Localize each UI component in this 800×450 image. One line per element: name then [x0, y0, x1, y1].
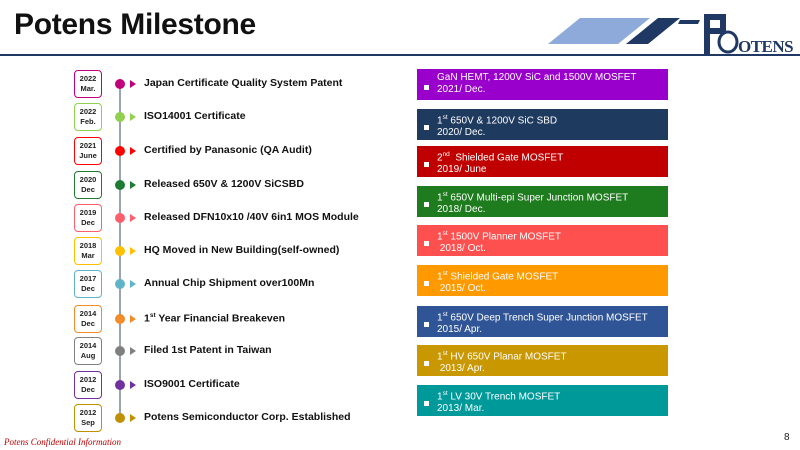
milestone-box — [417, 109, 668, 140]
date-month: Mar. — [80, 84, 96, 93]
timeline-dot — [115, 213, 125, 223]
timeline-date — [74, 371, 102, 399]
timeline-dot — [115, 346, 125, 356]
date-year: 2014 — [79, 309, 97, 318]
timeline-event: Released DFN10x10 /40V 6in1 MOS Module — [144, 211, 359, 223]
milestone-box — [417, 265, 668, 296]
date-month: Dec — [81, 218, 95, 227]
date-year: 2022 — [79, 107, 97, 116]
timeline-dot — [115, 279, 125, 289]
timeline-dot — [115, 413, 125, 423]
date-year: 2014 — [79, 341, 97, 350]
triangle-marker-icon — [130, 381, 136, 389]
date-month: Dec — [81, 185, 95, 194]
date-month: Dec — [81, 319, 95, 328]
triangle-marker-icon — [130, 414, 136, 422]
timeline-event: Certified by Panasonic (QA Audit) — [144, 144, 312, 156]
milestone-box — [417, 345, 668, 376]
date-year: 2012 — [79, 375, 97, 384]
timeline-dot — [115, 112, 125, 122]
bullet-square-icon — [424, 162, 429, 167]
milestone-box — [417, 146, 668, 177]
timeline-date — [74, 204, 102, 232]
date-year: 2020 — [79, 175, 97, 184]
timeline-date — [74, 70, 102, 98]
timeline-dot — [115, 314, 125, 324]
page-title: Potens Milestone — [14, 8, 256, 41]
milestone-title: 1st HV 650V Planar MOSFET — [437, 350, 567, 363]
bullet-square-icon — [424, 202, 429, 207]
milestone-box — [417, 306, 668, 337]
bullet-square-icon — [424, 241, 429, 246]
triangle-marker-icon — [130, 247, 136, 255]
milestone-box — [417, 385, 668, 416]
milestone-title: 1st LV 30V Trench MOSFET — [437, 390, 561, 403]
date-month: Dec — [81, 284, 95, 293]
milestone-date: 2015/ Oct. — [437, 283, 486, 295]
milestone-title: 1st 1500V Planner MOSFET — [437, 230, 562, 243]
bullet-square-icon — [424, 281, 429, 286]
bullet-square-icon — [424, 322, 429, 327]
date-year: 2012 — [79, 408, 97, 417]
date-year: 2019 — [79, 208, 97, 217]
milestone-date: 2020/ Dec. — [437, 127, 486, 139]
timeline-date — [74, 270, 102, 298]
timeline-event: Released 650V & 1200V SiCSBD — [144, 178, 304, 190]
timeline-event: HQ Moved in New Building(self-owned) — [144, 244, 340, 256]
timeline-dot — [115, 380, 125, 390]
date-year: 2022 — [79, 74, 97, 83]
timeline-event: Filed 1st Patent in Taiwan — [144, 344, 272, 356]
milestone-date: 2021/ Dec. — [437, 84, 486, 95]
milestone-box — [417, 225, 668, 256]
title-divider — [0, 54, 800, 56]
triangle-marker-icon — [130, 80, 136, 88]
bullet-square-icon — [424, 125, 429, 130]
date-month: Sep — [81, 418, 95, 427]
bullet-square-icon — [424, 361, 429, 366]
milestone-title: 1st 650V Multi-epi Super Junction MOSFET — [437, 191, 629, 204]
date-month: Feb. — [80, 117, 96, 126]
date-year: 2021 — [79, 141, 97, 150]
milestone-date: 2018/ Oct. — [437, 243, 486, 255]
timeline-date — [74, 337, 102, 365]
timeline-date — [74, 237, 102, 265]
timeline-date — [74, 305, 102, 333]
milestone-date: 2015/ Apr. — [437, 324, 483, 336]
milestone-date: 2013/ Mar. — [437, 403, 485, 415]
potens-logo — [690, 10, 794, 58]
timeline-date — [74, 137, 102, 165]
timeline-event: Annual Chip Shipment over100Mn — [144, 277, 315, 289]
milestone-date: 2013/ Apr. — [437, 363, 485, 375]
date-year: 2018 — [79, 241, 97, 250]
timeline-dot — [115, 79, 125, 89]
date-month: June — [79, 151, 97, 160]
confidential-footer: Potens Confidential Information — [4, 437, 121, 447]
timeline-event: ISO9001 Certificate — [144, 378, 240, 390]
timeline-event: Potens Semiconductor Corp. Established — [144, 411, 351, 423]
triangle-marker-icon — [130, 315, 136, 323]
triangle-marker-icon — [130, 181, 136, 189]
milestone-date: 2019/ June — [437, 164, 487, 176]
timeline-date — [74, 171, 102, 199]
milestone-title: 1st Shielded Gate MOSFET — [437, 270, 559, 283]
milestone-box — [417, 186, 668, 217]
triangle-marker-icon — [130, 280, 136, 288]
date-month: Aug — [80, 351, 96, 360]
timeline-dot — [115, 180, 125, 190]
timeline-date — [74, 404, 102, 432]
timeline-event: Japan Certificate Quality System Patent — [144, 77, 343, 89]
bullet-square-icon — [424, 85, 429, 90]
triangle-marker-icon — [130, 113, 136, 121]
milestone-title: 2nd Shielded Gate MOSFET — [437, 151, 564, 164]
timeline-date — [74, 103, 102, 131]
milestone-title: 1st 650V Deep Trench Super Junction MOSFET — [437, 311, 648, 324]
triangle-marker-icon — [130, 147, 136, 155]
date-month: Dec — [81, 385, 95, 394]
date-year: 2017 — [79, 274, 97, 283]
timeline-dot — [115, 146, 125, 156]
triangle-marker-icon — [130, 347, 136, 355]
header-decoration — [540, 14, 700, 52]
milestone-box — [417, 69, 668, 100]
timeline-event: 1st Year Financial Breakeven — [144, 312, 286, 325]
timeline-event: ISO14001 Certificate — [144, 110, 246, 122]
milestone-date: 2018/ Dec. — [437, 204, 486, 216]
logo-lettering: OTENS — [738, 37, 794, 56]
timeline-dot — [115, 246, 125, 256]
page-number: 8 — [784, 432, 790, 443]
date-month: Mar — [81, 251, 95, 260]
triangle-marker-icon — [130, 214, 136, 222]
milestone-title: 1st 650V & 1200V SiC SBD — [437, 114, 558, 127]
bullet-square-icon — [424, 401, 429, 406]
milestone-title: GaN HEMT, 1200V SiC and 1500V MOSFET — [437, 72, 637, 83]
